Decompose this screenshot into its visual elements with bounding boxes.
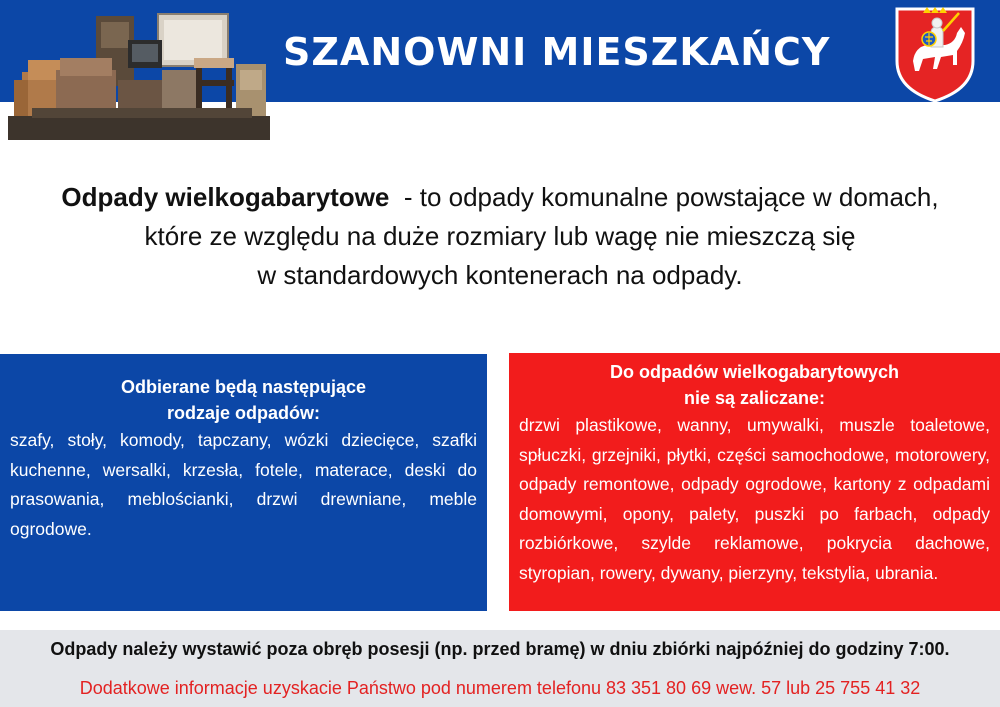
excluded-heading-line-2: nie są zaliczane: (683, 388, 826, 408)
definition-line-3: w standardowych kontenerach na odpady. (257, 260, 743, 290)
furniture-pile-image (8, 10, 270, 140)
accepted-waste-box (0, 354, 487, 611)
definition-line-1-rest: - to odpady komunalne powstające w domach, (389, 182, 939, 212)
excluded-heading (519, 359, 990, 411)
definition-term: Odpady wielkogabarytowe (61, 182, 390, 212)
excluded-heading-line-1: Do odpadów wielkogabarytowych (609, 362, 900, 382)
contact-info: Dodatkowe informacje uzyskacie Państwo pod numerem telefonu 83 351 80 69 wew. 57 lub 25 755 41 32 (79, 678, 921, 698)
accepted-heading-line-2: rodzaje odpadów: (167, 403, 320, 423)
definition-line-1 (20, 178, 980, 217)
accepted-heading (10, 374, 477, 426)
page-title: SZANOWNI MIESZKAŃCY (283, 30, 831, 74)
accepted-items-text: szafy, stoły, komody, tapczany, wózki dziecięce, szafki kuchenne, wersalki, krzesła, fotele, materace, deski do prasowania, meblościanki, drzwi drewniane, meble ogrodowe. (10, 430, 477, 539)
definition-line-2: które ze względu na duże rozmiary lub wagę nie mieszczą się (144, 221, 856, 251)
definition-text (20, 178, 980, 295)
footer-band (0, 630, 1000, 707)
excluded-items-text: drzwi plastikowe, wanny, umywalki, muszle toaletowe, spłuczki, grzejniki, płytki, części samochodowe, motorowery, odpady remontowe, odpady ogrodowe, kartony z odpadami domowymi, opony, palety, puszki po farbach, odpady rozbiórkowe, szylde reklamowe, pokrycia dachowe, styropian, rowery, dywany, pierzyny, tekstylia, ubrania. (519, 415, 990, 583)
accepted-heading-line-1: Odbierane będą następujące (120, 377, 367, 397)
coat-of-arms-emblem (893, 3, 977, 103)
excluded-waste-box (509, 353, 1000, 611)
collection-notice: Odpady należy wystawić poza obręb posesji (np. przed bramę) w dniu zbiórki najpóźniej do godziny 7:00. (50, 639, 950, 659)
